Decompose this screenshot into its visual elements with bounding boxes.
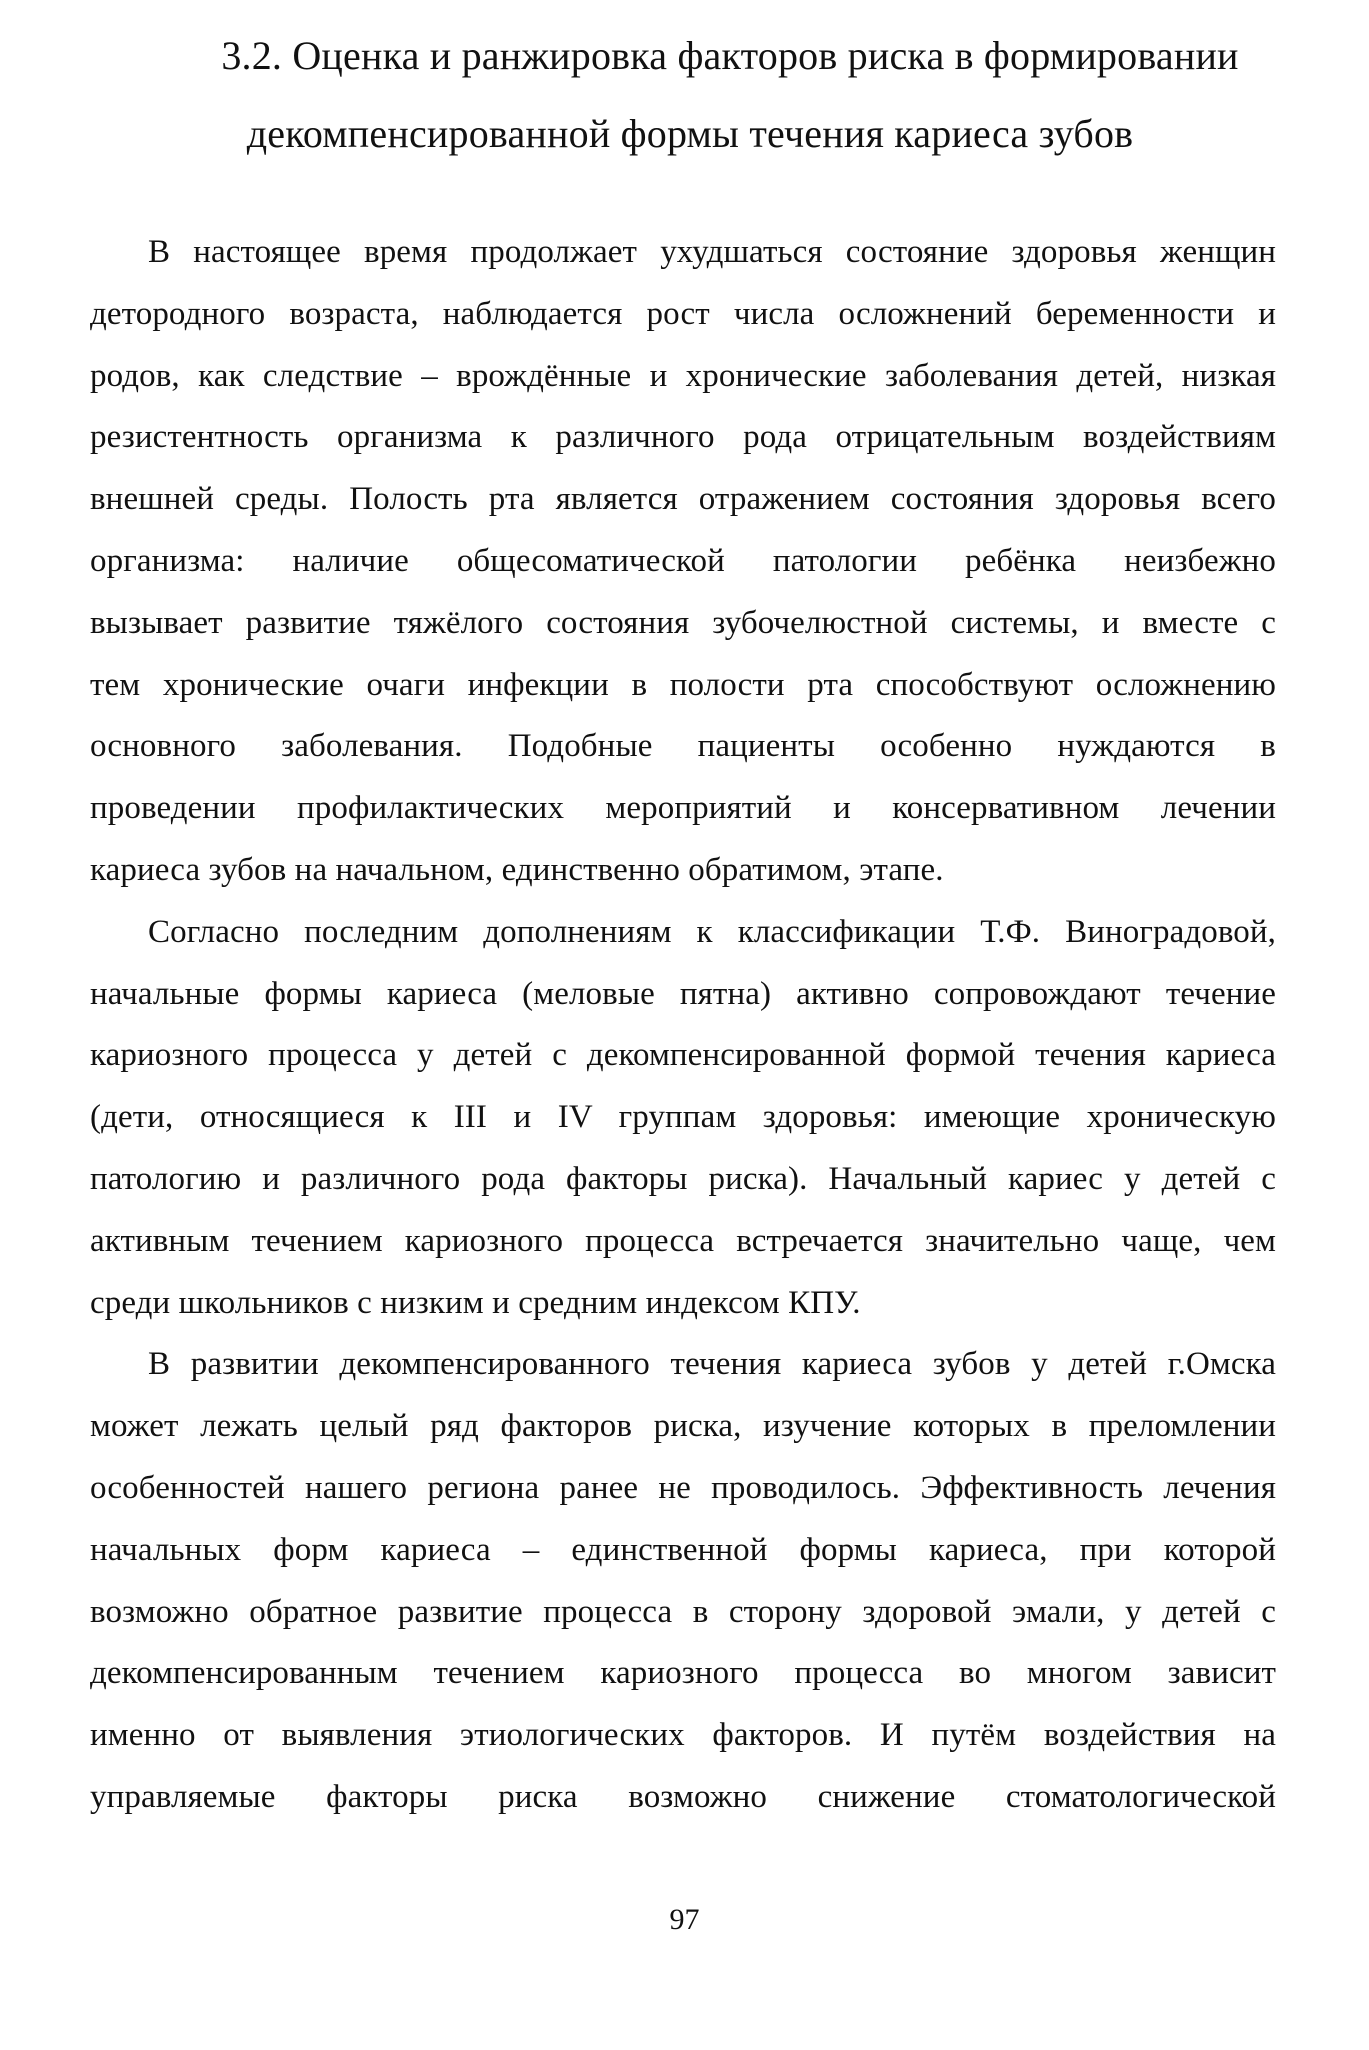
text-line: декомпенсированным течением кариозного процесса во многом зависит [90,1655,1276,1692]
page-number: 97 [669,1903,700,1936]
text-line: начальных форм кариеса – единственной формы кариеса, при которой [90,1531,1276,1568]
text-line: родов, как следствие – врождённые и хронические заболевания детей, низкая [90,357,1276,394]
paragraph-2 [90,902,1276,1335]
text-line: Согласно последним дополнениям к классификации Т.Ф. Виноградовой, [148,913,1276,950]
text-line: возможно обратное развитие процесса в сторону здоровой эмали, у детей с [90,1593,1276,1630]
text-line: В настоящее время продолжает ухудшаться состояние здоровья женщин [148,234,1276,270]
paragraph-3 [90,1334,1276,1828]
section-heading-line-2: декомпенсированной формы течения кариеса зубов [246,111,1134,156]
section-heading-line-1: 3.2. Оценка и ранжировка факторов риска в формировании [221,33,1239,78]
text-line: резистентность организма к различного рода отрицательным воздействиям [90,419,1276,456]
body-text [90,222,1276,1829]
text-line: особенностей нашего региона ранее не проводилось. Эффективность лечения [90,1469,1276,1506]
text-line: (дети, относящиеся к III и IV группам здоровья: имеющие хроническую [90,1099,1276,1136]
text-line: внешней среды. Полость рта является отражением состояния здоровья всего [90,481,1276,518]
text-line: активным течением кариозного процесса встречается значительно чаще, чем [90,1222,1276,1259]
text-line: начальные формы кариеса (меловые пятна) активно сопровождают течение [90,975,1276,1012]
text-line: проведении профилактических мероприятий и консервативном лечении [90,790,1276,827]
text-line: именно от выявления этиологических факторов. И путём воздействия на [90,1717,1276,1754]
text-line: детородного возраста, наблюдается рост числа осложнений беременности и [90,295,1276,332]
text-line: управляемые факторы риска возможно снижение стоматологической [90,1778,1276,1815]
text-line: кариеса зубов на начальном, единственно обратимом, этапе. [90,851,944,888]
text-line: может лежать целый ряд факторов риска, изучение которых в преломлении [90,1408,1276,1445]
text-line: патологию и различного рода факторы риска). Начальный кариес у детей с [90,1160,1276,1197]
section-heading [140,28,1240,162]
paragraph-1 [90,222,1276,902]
text-line: вызывает развитие тяжёлого состояния зубочелюстной системы, и вместе с [90,604,1276,641]
text-line: кариозного процесса у детей с декомпенсированной формой течения кариеса [90,1037,1276,1074]
text-line: тем хронические очаги инфекции в полости рта способствуют осложнению [90,666,1276,703]
text-line: основного заболевания. Подобные пациенты особенно нуждаются в [90,728,1276,765]
text-line: В развитии декомпенсированного течения кариеса зубов у детей г.Омска [148,1346,1276,1383]
text-line: среди школьников с низким и средним индексом КПУ. [90,1284,861,1321]
text-line: организма: наличие общесоматической патологии ребёнка неизбежно [90,542,1276,579]
